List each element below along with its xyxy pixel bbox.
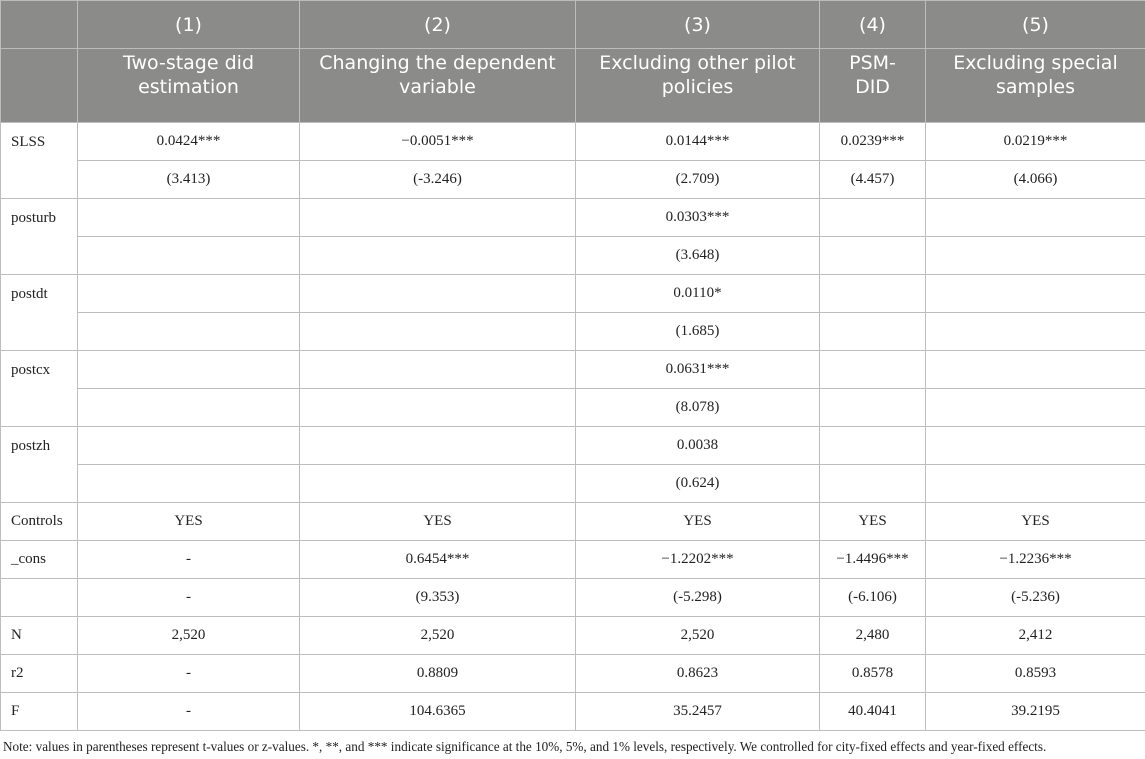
cell-value: (-5.298) [576, 579, 820, 617]
cell-value: 0.8623 [576, 655, 820, 693]
cell-value [300, 465, 576, 503]
cell-value [78, 237, 300, 275]
cell-value: 40.4041 [820, 693, 926, 731]
cell-value [926, 465, 1145, 503]
cell-value: 104.6365 [300, 693, 576, 731]
column-label-row [1, 49, 1145, 123]
cell-value [300, 389, 576, 427]
row-label: F [1, 693, 78, 731]
cell-value [820, 199, 926, 237]
row-label: postcx [1, 351, 78, 427]
cell-value: 39.2195 [926, 693, 1145, 731]
table-row [1, 465, 1145, 503]
cell-value [300, 313, 576, 351]
cell-value: (-5.236) [926, 579, 1145, 617]
cell-value [926, 313, 1145, 351]
table-row [1, 503, 1145, 541]
cell-value: 2,520 [576, 617, 820, 655]
cell-value [300, 351, 576, 389]
cell-value [820, 465, 926, 503]
cell-value: - [78, 693, 300, 731]
cell-value: (-3.246) [300, 161, 576, 199]
cell-value: 0.0219*** [926, 123, 1145, 161]
cell-value: 0.8593 [926, 655, 1145, 693]
row-label: r2 [1, 655, 78, 693]
cell-value: −1.2236*** [926, 541, 1145, 579]
table-row [1, 275, 1145, 313]
column-number: (3) [576, 1, 820, 49]
column-label: PSM-DID [820, 49, 926, 123]
cell-value: −1.4496*** [820, 541, 926, 579]
cell-value: - [78, 579, 300, 617]
table-row [1, 579, 1145, 617]
cell-value [820, 237, 926, 275]
cell-value [78, 465, 300, 503]
column-number: (2) [300, 1, 576, 49]
cell-value: 0.0038 [576, 427, 820, 465]
table-row [1, 351, 1145, 389]
cell-value: 2,480 [820, 617, 926, 655]
table-row [1, 313, 1145, 351]
cell-value [820, 275, 926, 313]
cell-value [926, 275, 1145, 313]
cell-value: 0.6454*** [300, 541, 576, 579]
cell-value [300, 199, 576, 237]
table-row [1, 199, 1145, 237]
cell-value [78, 275, 300, 313]
cell-value [926, 237, 1145, 275]
cell-value [820, 389, 926, 427]
table-row [1, 617, 1145, 655]
column-label: Two-stage did estimation [78, 49, 300, 123]
cell-value [78, 313, 300, 351]
cell-value: (2.709) [576, 161, 820, 199]
cell-value [820, 313, 926, 351]
cell-value: YES [820, 503, 926, 541]
cell-value: 0.0239*** [820, 123, 926, 161]
cell-value: 0.0110* [576, 275, 820, 313]
cell-value [300, 237, 576, 275]
cell-value: −1.2202*** [576, 541, 820, 579]
cell-value: YES [78, 503, 300, 541]
cell-value: 0.0424*** [78, 123, 300, 161]
row-label: N [1, 617, 78, 655]
cell-value: (0.624) [576, 465, 820, 503]
cell-value: 0.8809 [300, 655, 576, 693]
row-label: _cons [1, 541, 78, 579]
cell-value [78, 351, 300, 389]
cell-value: (-6.106) [820, 579, 926, 617]
cell-value: 0.8578 [820, 655, 926, 693]
cell-value: (4.066) [926, 161, 1145, 199]
cell-value: - [78, 655, 300, 693]
cell-value [78, 389, 300, 427]
row-label: postzh [1, 427, 78, 503]
table-row [1, 427, 1145, 465]
table-row [1, 693, 1145, 731]
column-number: (4) [820, 1, 926, 49]
cell-value: 0.0631*** [576, 351, 820, 389]
cell-value: 35.2457 [576, 693, 820, 731]
cell-value: (3.413) [78, 161, 300, 199]
cell-value [300, 275, 576, 313]
cell-value [78, 199, 300, 237]
cell-value: (1.685) [576, 313, 820, 351]
cell-value: −0.0051*** [300, 123, 576, 161]
cell-value [820, 427, 926, 465]
cell-value: 2,520 [78, 617, 300, 655]
cell-value: YES [926, 503, 1145, 541]
column-label: Excluding other pilot policies [576, 49, 820, 123]
table-row [1, 123, 1145, 161]
row-label: Controls [1, 503, 78, 541]
column-label: Excluding special samples [926, 49, 1145, 123]
column-number: (5) [926, 1, 1145, 49]
cell-value [926, 427, 1145, 465]
cell-value [926, 389, 1145, 427]
column-label: Changing the dependent variable [300, 49, 576, 123]
table-row [1, 389, 1145, 427]
cell-value: 0.0303*** [576, 199, 820, 237]
row-label [1, 579, 78, 617]
cell-value [820, 351, 926, 389]
table-row [1, 237, 1145, 275]
cell-value: YES [576, 503, 820, 541]
cell-value [300, 427, 576, 465]
cell-value: (9.353) [300, 579, 576, 617]
table-header [1, 1, 1145, 123]
cell-value: YES [300, 503, 576, 541]
table-row [1, 655, 1145, 693]
row-label: postdt [1, 275, 78, 351]
cell-value: (8.078) [576, 389, 820, 427]
header-corner [1, 1, 78, 49]
cell-value: - [78, 541, 300, 579]
column-number: (1) [78, 1, 300, 49]
cell-value: (3.648) [576, 237, 820, 275]
table-note: Note: values in parentheses represent t-values or z-values. *, **, and *** indicate significance at the 10%, 5%, and 1% levels, respectively. We controlled for city-fixed effects and year-fixed effects. [3, 739, 1047, 754]
row-label: SLSS [1, 123, 78, 199]
cell-value: 0.0144*** [576, 123, 820, 161]
table-row [1, 541, 1145, 579]
cell-value [926, 199, 1145, 237]
cell-value: (4.457) [820, 161, 926, 199]
row-label: posturb [1, 199, 78, 275]
table-row [1, 161, 1145, 199]
cell-value [926, 351, 1145, 389]
column-number-row [1, 1, 1145, 49]
cell-value: 2,412 [926, 617, 1145, 655]
cell-value [78, 427, 300, 465]
cell-value: 2,520 [300, 617, 576, 655]
header-corner [1, 49, 78, 123]
